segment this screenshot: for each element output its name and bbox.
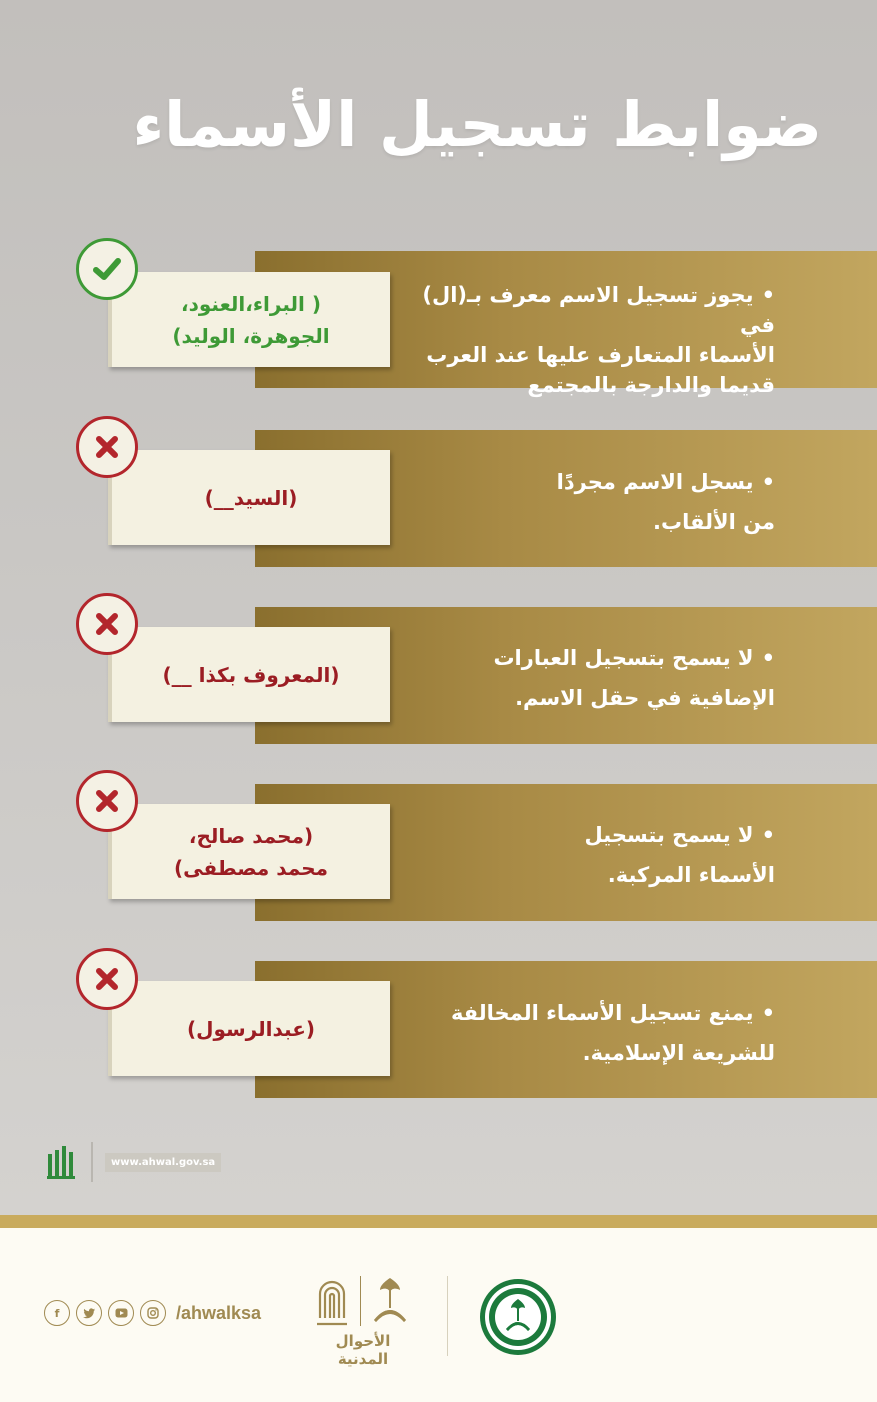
social-links [44,1300,261,1326]
example-line: (عبدالرسول) [186,1016,316,1041]
rule-line: من الألقاب. [652,510,775,534]
example-card-1 [108,272,390,367]
divider [447,1276,448,1356]
rule-line: الأسماء المتعارف عليها عند العرب [426,343,775,367]
site-row [45,1140,221,1184]
rule-text-3: •لا يسمح بتسجيل العبارات الإضافية في حقل الاسم. [395,638,775,718]
example-line: محمد مصطفى) [173,855,329,880]
rule-line: يجوز تسجيل الاسم معرف بـ(ال) في [422,283,775,337]
rule-line: قديما والدارجة بالمجتمع [527,373,775,397]
facebook-icon[interactable]: f [44,1300,70,1326]
fingerprint-logo [314,1274,350,1328]
example-card-3 [108,627,390,722]
rule-line: الأسماء المركبة. [607,863,775,887]
example-line: الجوهرة، الوليد) [172,323,330,348]
instagram-icon[interactable] [140,1300,166,1326]
rule-line: الإضافية في حقل الاسم. [515,686,775,710]
cross-icon [76,770,138,832]
divider [360,1276,361,1326]
page-title: ضوابط تسجيل الأسماء [132,88,822,161]
youtube-icon[interactable] [108,1300,134,1326]
cross-icon [76,593,138,655]
example-card-5 [108,981,390,1076]
example-card-2 [108,450,390,545]
social-handle[interactable]: /ahwalksa [176,1302,262,1323]
ahwal-brand [308,1270,428,1370]
rule-line: لا يسمح بتسجيل العبارات [493,646,754,670]
ministry-of-interior-seal [478,1277,558,1357]
site-url[interactable]: www.ahwal.gov.sa [105,1153,221,1172]
rule-line: يسجل الاسم مجردًا [556,470,754,494]
cross-icon [76,416,138,478]
rule-line: للشريعة الإسلامية. [582,1041,775,1065]
divider [91,1142,93,1182]
rule-line: لا يسمح بتسجيل [584,823,754,847]
example-line: (السيد__) [204,485,298,510]
absher-logo [45,1142,79,1182]
rule-text-4: •لا يسمح بتسجيل الأسماء المركبة. [395,815,775,895]
rule-line: يمنع تسجيل الأسماء المخالفة [450,1001,754,1025]
rule-text-1: •يجوز تسجيل الاسم معرف بـ(ال) في الأسماء المتعارف عليها عند العرب قديما والدارجة بالمجتمع [395,280,775,400]
ahwal-label: الأحوال المدنية [335,1332,391,1368]
cross-icon [76,948,138,1010]
example-line: ( البراء،العنود، [181,291,321,316]
example-card-4 [108,804,390,899]
saudi-emblem-icon [366,1274,414,1328]
check-icon [76,238,138,300]
gold-divider [0,1215,877,1228]
example-line: (المعروف بكذا __) [162,662,340,687]
rule-text-2: •يسجل الاسم مجردًا من الألقاب. [395,462,775,542]
twitter-icon[interactable] [76,1300,102,1326]
rule-text-5: •يمنع تسجيل الأسماء المخالفة للشريعة الإسلامية. [395,993,775,1073]
example-line: (محمد صالح، [188,823,314,848]
